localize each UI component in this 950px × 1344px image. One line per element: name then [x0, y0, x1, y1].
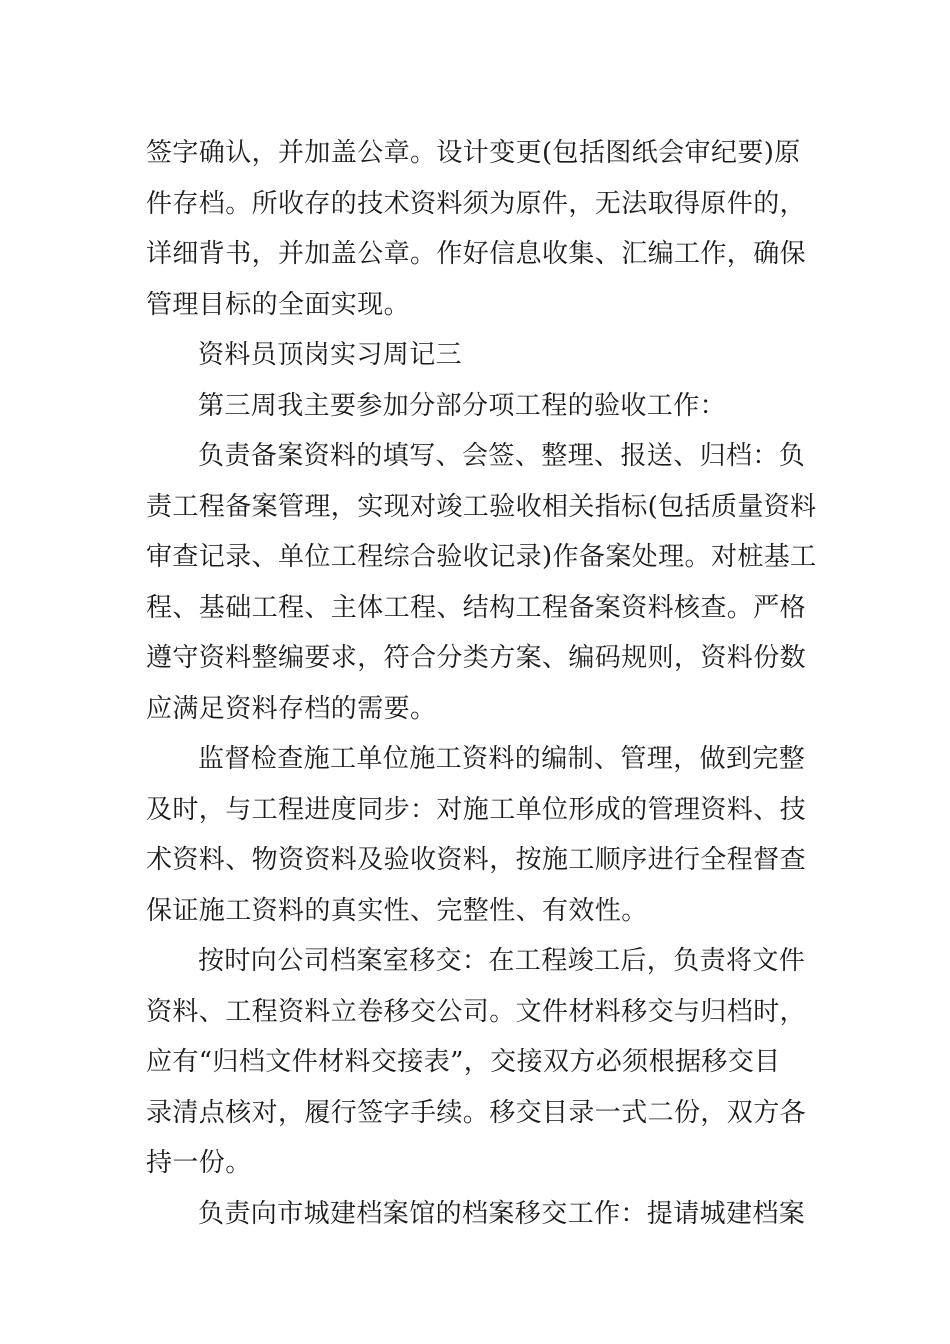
text-line: 资料、工程资料立卷移交公司。文件材料移交与归档时， [146, 996, 807, 1027]
text-line: 审查记录、单位工程综合验收记录)作备案处理。对桩基工 [146, 542, 817, 572]
document-body [146, 128, 817, 1239]
section-heading: 资料员顶岗实习周记三 [198, 340, 463, 370]
text-line: 责工程备案管理，实现对竣工验收相关指标(包括质量资料 [146, 491, 817, 522]
text-line: 详细背书，并加盖公章。作好信息收集、汇编工作，确保 [146, 239, 807, 269]
text-line: 应有“归档文件材料交接表”，交接双方必须根据移交目 [146, 1047, 781, 1077]
text-line: 录清点核对，履行签字手续。移交目录一式二份，双方各 [146, 1097, 807, 1128]
paragraph-first-line: 负责向市城建档案馆的档案移交工作：提请城建档案 [198, 1198, 806, 1229]
text-line: 件存档。所收存的技术资料须为原件，无法取得原件的， [146, 188, 807, 219]
text-line: 保证施工资料的真实性、完整性、有效性。 [146, 895, 648, 926]
paragraph-first-line: 负责备案资料的填写、会签、整理、报送、归档：负 [198, 441, 806, 471]
text-line: 程、基础工程、主体工程、结构工程备案资料核查。严格 [146, 592, 807, 623]
text-line: 及时，与工程进度同步：对施工单位形成的管理资料、技 [146, 794, 807, 825]
paragraph-first-line: 第三周我主要参加分部分项工程的验收工作： [198, 390, 727, 421]
text-line: 应满足资料存档的需要。 [146, 693, 437, 724]
paragraph-first-line: 按时向公司档案室移交：在工程竣工后，负责将文件 [198, 946, 806, 976]
text-line: 管理目标的全面实现。 [146, 289, 411, 320]
paragraph-first-line: 监督检查施工单位施工资料的编制、管理，做到完整 [198, 744, 806, 774]
text-line: 持一份。 [146, 1148, 252, 1178]
text-line: 遵守资料整编要求，符合分类方案、编码规则，资料份数 [146, 643, 807, 673]
text-line: 签字确认，并加盖公章。设计变更(包括图纸会审纪要)原 [146, 138, 801, 168]
text-line: 术资料、物资资料及验收资料，按施工顺序进行全程督查 [146, 845, 807, 875]
